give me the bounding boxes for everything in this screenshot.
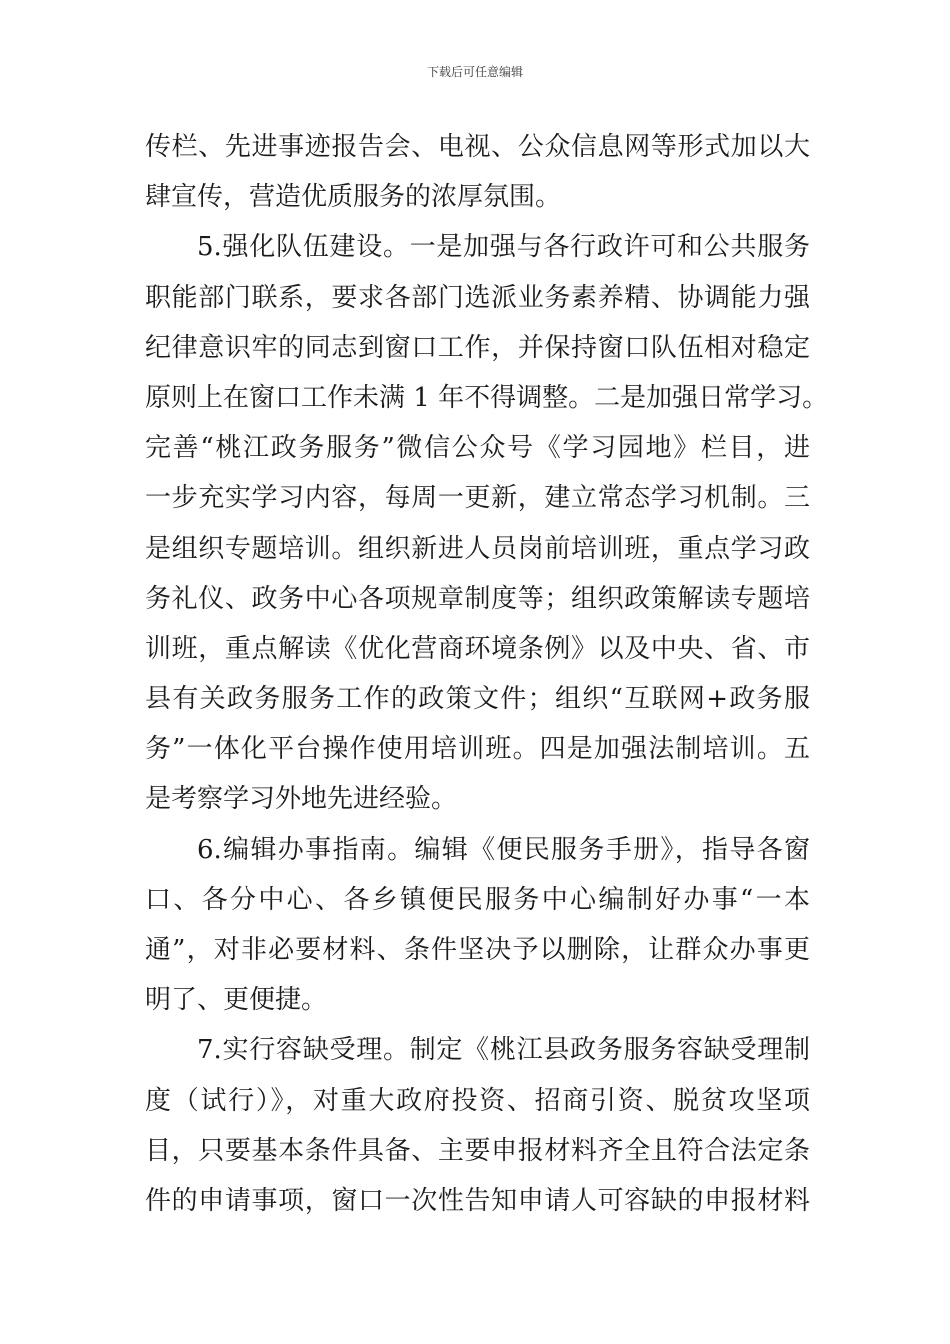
text-line: 县有关政务服务工作的政策文件；组织“互联网+政务服 <box>145 684 810 715</box>
text-line: 7.实行容缺受理。制定《桃江县政务服务容缺受理制 <box>197 1035 810 1066</box>
text-line: 训班，重点解读《优化营商环境条例》以及中央、省、市 <box>145 633 810 664</box>
text-line: 一步充实学习内容，每周一更新，建立常态学习机制。三 <box>145 483 810 514</box>
text-line: 5.强化队伍建设。一是加强与各行政许可和公共服务 <box>197 232 810 263</box>
text-line: 度（试行）》，对重大政府投资、招商引资、脱贫攻坚项 <box>145 1085 810 1116</box>
text-line: 务礼仪、政务中心各项规章制度等；组织政策解读专题培 <box>145 583 810 614</box>
text-line: 纪律意识牢的同志到窗口工作，并保持窗口队伍相对稳定 <box>145 332 810 363</box>
text-line: 是考察学习外地先进经验。 <box>145 784 458 815</box>
text-line: 明了、更便捷。 <box>145 985 328 1016</box>
text-line: 6.编辑办事指南。编辑《便民服务手册》，指导各窗 <box>197 834 810 865</box>
text-line: 职能部门联系，要求各部门选派业务素养精、协调能力强 <box>145 282 810 313</box>
page-header: 下载后可任意编辑 <box>426 65 523 79</box>
text-line: 目，只要基本条件具备、主要申报材料齐全且符合法定条 <box>145 1135 810 1166</box>
text-line: 口、各分中心、各乡镇便民服务中心编制好办事“一本 <box>145 884 810 915</box>
text-line: 通”，对非必要材料、条件坚决予以删除，让群众办事更 <box>145 935 810 965</box>
text-line: 传栏、先进事迹报告会、电视、公众信息网等形式加以大 <box>145 132 810 162</box>
document-body <box>145 122 829 1226</box>
text-line: 肆宣传，营造优质服务的浓厚氛围。 <box>145 182 562 213</box>
text-line: 原则上在窗口工作未满 1 年不得调整。二是加强日常学习。 <box>145 382 829 413</box>
text-line: 完善“桃江政务服务”微信公众号《学习园地》栏目，进 <box>145 433 810 464</box>
text-line: 件的申请事项，窗口一次性告知申请人可容缺的申报材料 <box>145 1185 810 1216</box>
text-line: 务”一体化平台操作使用培训班。四是加强法制培训。五 <box>145 734 810 765</box>
text-line: 是组织专题培训。组织新进人员岗前培训班，重点学习政 <box>145 533 810 564</box>
